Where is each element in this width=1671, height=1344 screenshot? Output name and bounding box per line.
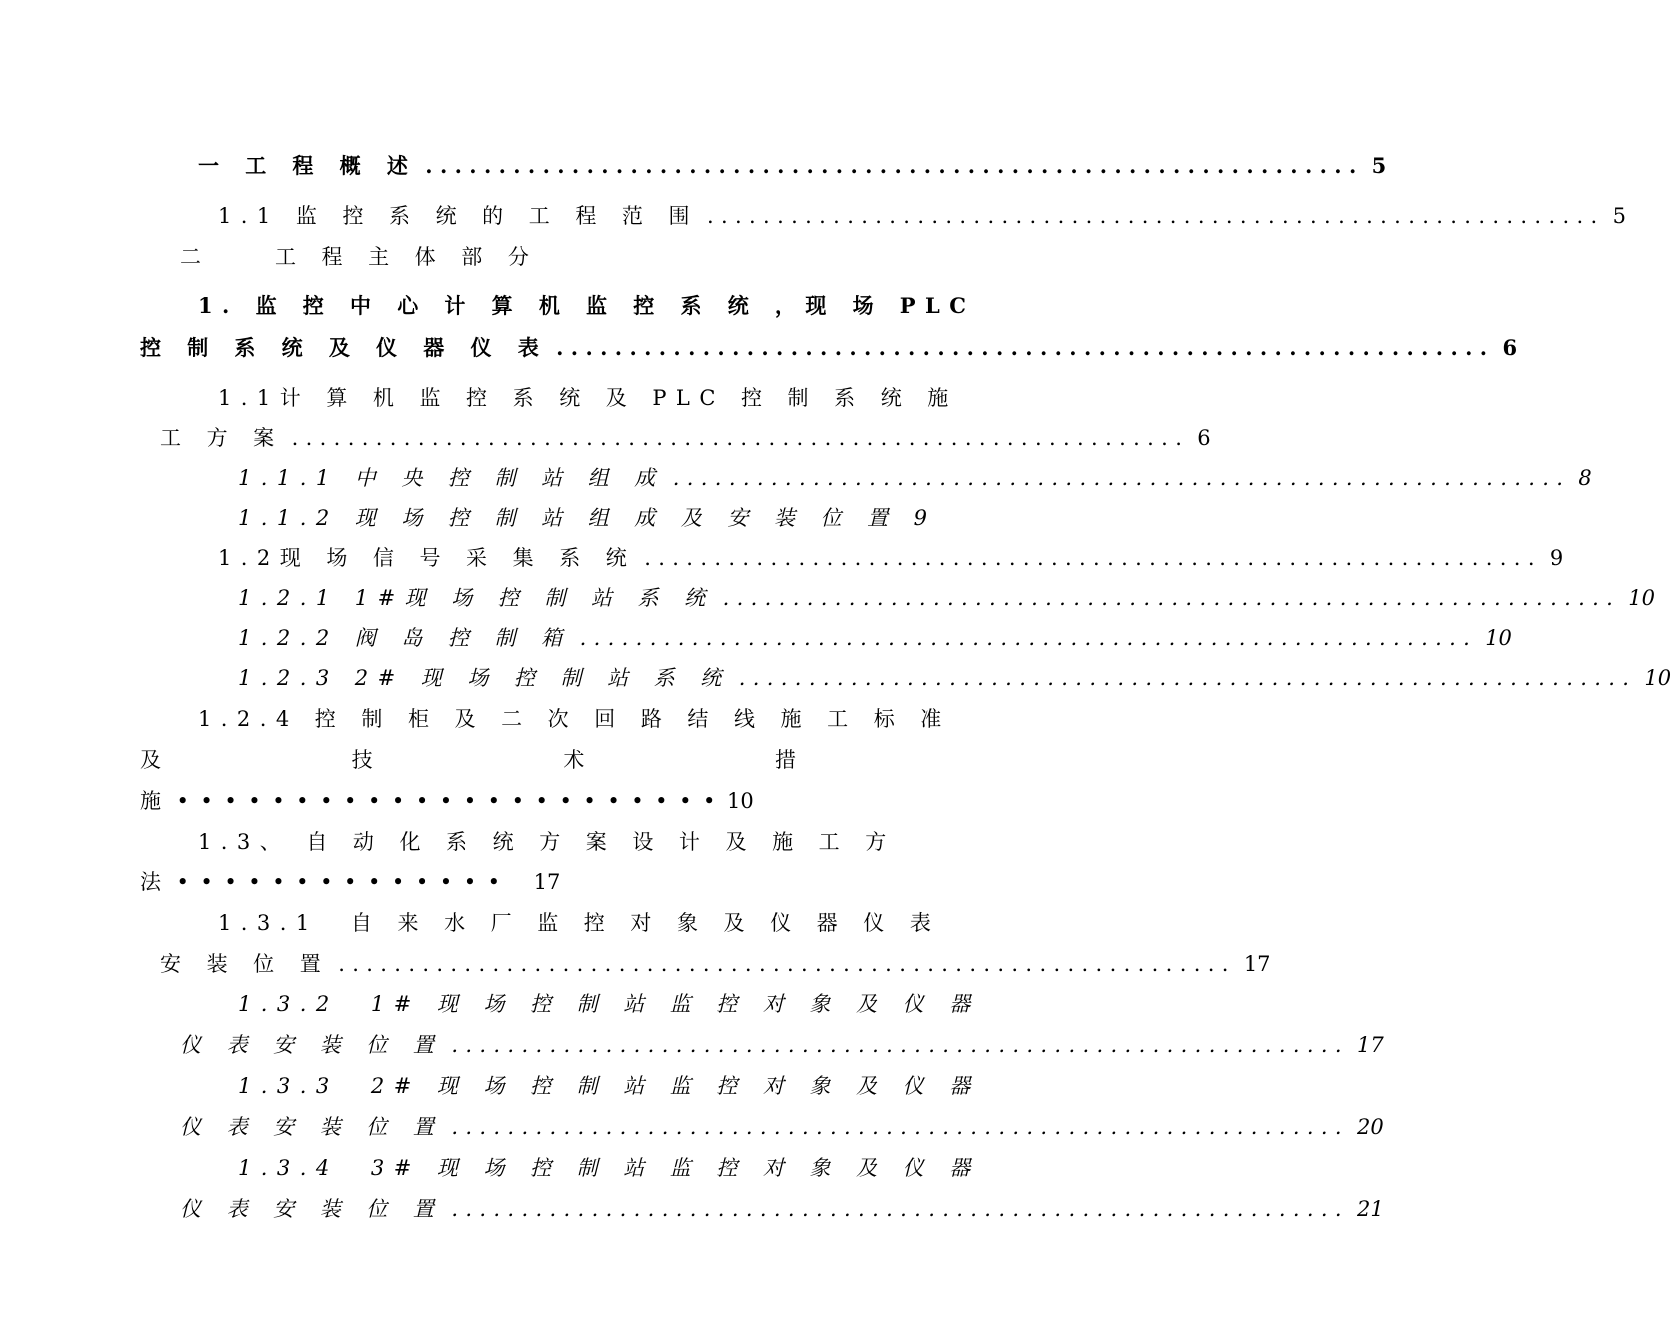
toc-leader: ................................................................ [579,626,1478,650]
toc-entry[interactable] [238,623,1512,653]
toc-page-number: 10 [1628,586,1655,610]
toc-page-number: 8 [1578,466,1592,490]
toc-page-number: 17 [1243,952,1271,976]
toc-entry-line-2[interactable] [180,1030,1384,1060]
toc-title: 1.3.1 自 来 水 厂 监 控 对 象 及 仪 器 仪 表 [218,911,941,935]
toc-entry-line-2[interactable] [160,423,1211,453]
toc-entry[interactable] [198,151,1387,181]
toc-title: 施 [140,789,171,813]
toc-title: 1.2.4 控 制 柜 及 二 次 回 路 结 线 施 工 标 准 [198,707,951,731]
toc-entry-line-1[interactable] [238,1153,980,1183]
toc-entry-line-1[interactable] [218,908,941,938]
toc-leader: ................................................................ [722,586,1621,610]
toc-entry[interactable] [238,583,1655,613]
toc-title: 安 装 位 置 [160,952,331,976]
toc-title: 一 工 程 概 述 [198,153,418,178]
toc-page-number: 10 [1485,626,1512,650]
toc-entry-line-2[interactable] [140,745,796,775]
toc-title: 二 工 程 主 体 部 分 [180,245,539,269]
toc-title: 1.3.3 2# 现 场 控 制 站 监 控 对 象 及 仪 器 [238,1074,980,1098]
toc-entry-line-2[interactable] [160,949,1271,979]
toc-title: 1.1计 算 机 监 控 系 统 及 PLC 控 制 系 统 施 [218,386,958,410]
toc-title: 法 [140,870,171,894]
toc-title-word: 技 [351,748,373,772]
toc-page-number: 21 [1356,1197,1384,1221]
toc-entry[interactable] [218,201,1626,231]
toc-title: 1.3.2 1# 现 场 控 制 站 监 控 对 象 及 仪 器 [238,992,980,1016]
toc-entry-line-1[interactable] [218,383,958,413]
toc-leader: ................................................................ [291,426,1190,450]
toc-page-number: 6 [1502,335,1518,360]
toc-entry[interactable] [238,463,1592,493]
toc-entry-line-3[interactable] [140,786,754,816]
toc-leader: ................................................................ [451,1197,1349,1221]
toc-title: 1.2.1 1#现 场 控 制 站 系 统 [238,586,715,610]
toc-bullet-leader: ••••••••••••••••••••••• [176,789,727,813]
toc-page-number: 9 [913,506,927,530]
toc-leader: ................................................................ [644,546,1542,570]
toc-leader: ................................................................ [738,666,1637,690]
toc-title: 1.1 监 控 系 统 的 工 程 范 围 [218,204,699,228]
toc-title: 1.2.3 2# 现 场 控 制 站 系 统 [238,666,731,690]
toc-entry[interactable] [238,663,1671,693]
toc-page-number: 5 [1371,153,1387,178]
toc-entry-line-2[interactable] [140,333,1518,363]
toc-page-number: 10 [1644,666,1671,690]
toc-title-word: 及 [140,748,161,772]
toc-title: 仪 表 安 装 位 置 [180,1033,444,1057]
toc-leader: ................................................................ [556,335,1495,360]
toc-title: 1.3.4 3# 现 场 控 制 站 监 控 对 象 及 仪 器 [238,1156,980,1180]
toc-entry-line-1[interactable] [238,1071,980,1101]
toc-page-number: 6 [1197,426,1211,450]
toc-entry-line-1[interactable] [238,989,980,1019]
toc-leader: ................................................................ [706,204,1605,228]
toc-title: 1.1.2 现 场 控 制 站 组 成 及 安 装 位 置 [238,506,898,530]
toc-leader: ................................................................ [425,153,1364,178]
toc-leader: ................................................................ [451,1033,1349,1057]
toc-title-word: 术 [563,748,585,772]
toc-title: 1.1.1 中 央 控 制 站 组 成 [238,466,665,490]
toc-title: 仪 表 安 装 位 置 [180,1197,444,1221]
toc-entry-line-2[interactable] [180,1194,1384,1224]
toc-title: 工 方 案 [160,426,284,450]
toc-leader: ................................................................ [672,466,1571,490]
toc-title: 仪 表 安 装 位 置 [180,1115,444,1139]
toc-title: 1. 监 控 中 心 计 算 机 监 控 系 统 ，现 场 PLC [198,293,976,318]
toc-page-number: 17 [1356,1033,1384,1057]
toc-title: 1.2.2 阀 岛 控 制 箱 [238,626,572,650]
toc-entry-line-1[interactable] [198,827,896,857]
toc-leader: ................................................................ [451,1115,1349,1139]
toc-title-word: 措 [774,748,796,772]
toc-title: 1.2现 场 信 号 采 集 系 统 [218,546,637,570]
toc-page-number: 10 [727,789,754,813]
toc-title: 控 制 系 统 及 仪 器 仪 表 [140,335,549,360]
toc-entry-line-1[interactable] [198,704,951,734]
toc-bullet-leader: •••••••••••••• [176,870,512,894]
toc-leader: ................................................................ [338,952,1236,976]
toc-entry-line-2[interactable] [140,867,740,897]
toc-entry-line-1[interactable] [198,291,976,321]
toc-entry[interactable] [218,543,1564,573]
toc-page-number: 20 [1356,1115,1384,1139]
toc-page-number: 5 [1612,204,1626,228]
toc-page-number: 9 [1549,546,1564,570]
toc-page-number: 17 [533,870,561,894]
toc-title: 1.3、 自 动 化 系 统 方 案 设 计 及 施 工 方 [198,830,896,854]
toc-entry-line-2[interactable] [180,1112,1384,1142]
toc-entry[interactable] [180,242,800,272]
toc-entry[interactable] [238,503,927,533]
